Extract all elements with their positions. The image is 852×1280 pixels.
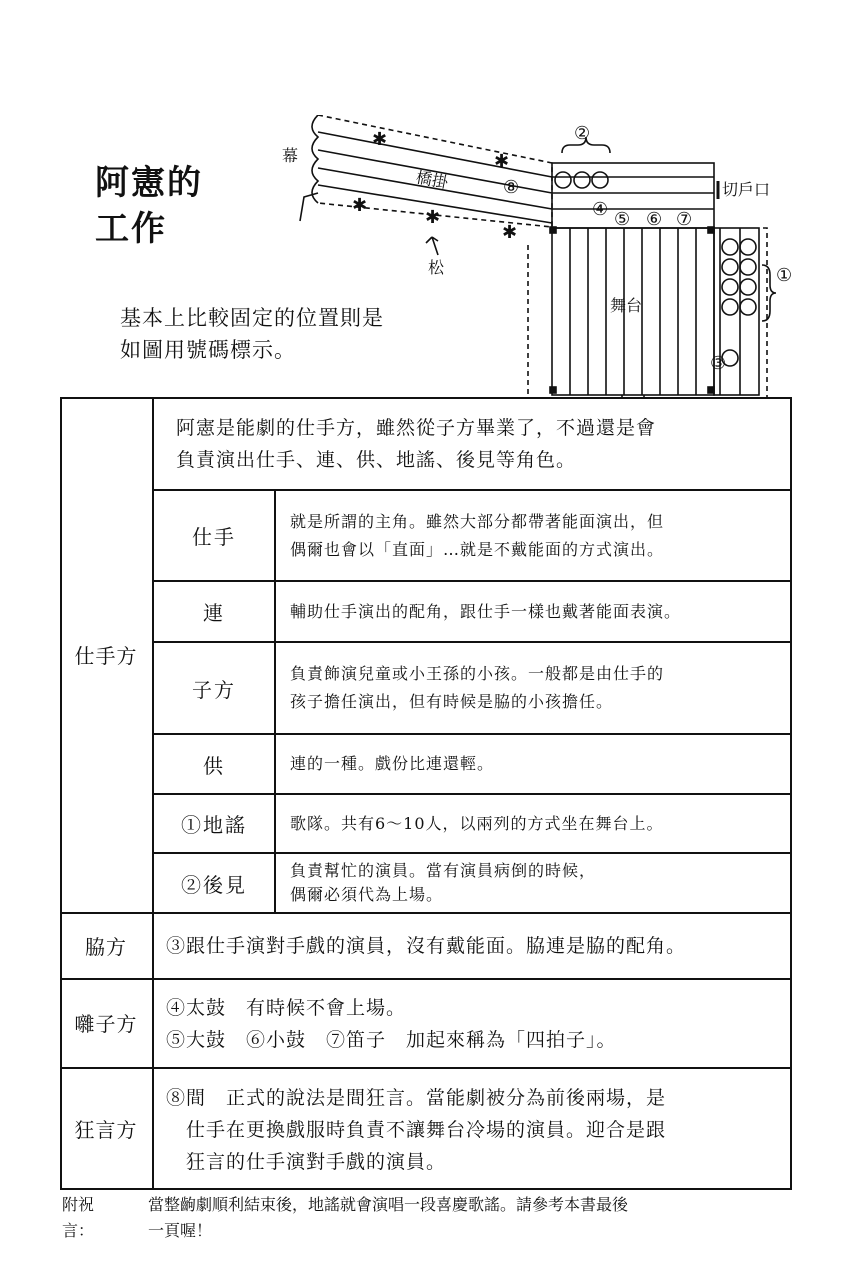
svg-text:✱: ✱ — [352, 195, 368, 216]
desc-line: 狂言的仕手演對手戲的演員。 — [166, 1150, 447, 1173]
title-line-2: 工作 — [95, 209, 167, 249]
footnote-line-2: 一頁喔！ — [148, 1221, 213, 1240]
marker-4: ④ — [592, 199, 609, 220]
intro-line-2: 如圖用號碼標示。 — [120, 338, 296, 362]
role-desc — [276, 582, 790, 641]
desc-line: 輔助仕手演出的配角，跟仕手一樣也戴著能面表演。 — [290, 601, 682, 621]
role-desc — [276, 854, 790, 912]
category-hayashi-kata: 囃子方 — [74, 1012, 138, 1036]
marker-1: ① — [776, 265, 793, 286]
role-desc — [276, 735, 790, 793]
intro-line-1: 基本上比較固定的位置則是 — [120, 306, 384, 330]
marker-2: ② — [574, 123, 591, 144]
curtain — [312, 115, 318, 203]
desc-line: ⑧間 正式的說法是間狂言。當能劇被分為前後兩場，是 — [166, 1086, 667, 1109]
desc-line: 孩子擔任演出，但有時候是脇的小孩擔任。 — [290, 692, 614, 711]
waki-kata-desc: ③跟仕手演對手戲的演員，沒有戴能面。脇連是脇的配角。 — [166, 935, 687, 957]
desc-line: 歌隊。共有6～10人，以兩列的方式坐在舞台上。 — [290, 813, 664, 833]
role-desc — [276, 643, 790, 733]
desc-line: 仕手在更換戲服時負責不讓舞台冷場的演員。迎合是跟 — [166, 1118, 667, 1141]
title-line-1: 阿憲的 — [95, 163, 203, 203]
desc-line: 偶爾也會以「直面」…就是不戴能面的方式演出。 — [290, 539, 665, 559]
label-hashigakari: 橋掛 — [414, 167, 450, 193]
role-name: ②後見 — [181, 872, 247, 897]
marker-3: ③ — [710, 353, 727, 374]
desc-line: 負責飾演兒童或小王孫的小孩。一般都是由仕手的 — [290, 664, 665, 683]
marker-8: ⑧ — [503, 177, 520, 198]
svg-text:✱: ✱ — [502, 222, 518, 243]
shite-kata-intro — [154, 399, 790, 489]
desc-line: 偶爾必須代為上場。 — [290, 885, 444, 904]
category-shite-kata: 仕手方 — [74, 644, 138, 668]
role-name: 供 — [203, 753, 225, 778]
desc-line: 就是所謂的主角。雖然大部分都帶著能面演出，但 — [290, 511, 665, 531]
label-maku: 幕 — [282, 146, 299, 165]
label-matsu: 松 — [428, 258, 445, 277]
marker-5: ⑤ — [614, 209, 631, 230]
desc-line: ⑤大鼓 ⑥小鼓 ⑦笛子 加起來稱為「四拍子」。 — [166, 1028, 617, 1051]
curtain-edge — [300, 193, 318, 221]
role-desc — [276, 795, 790, 852]
svg-text:✱: ✱ — [494, 151, 510, 172]
role-name: 子方 — [192, 677, 236, 702]
role-name: ①地謠 — [181, 813, 247, 837]
svg-text:✱: ✱ — [372, 129, 388, 150]
role-name: 仕手 — [192, 525, 236, 549]
category-waki-kata: 脇方 — [85, 934, 127, 959]
shite-intro-line-2: 負責演出仕手、連、供、地謠、後見等角色。 — [176, 449, 577, 471]
footnote-line-1: 當整齣劇順利結束後，地謠就會演唱一段喜慶歌謠。請參考本書最後 — [148, 1195, 629, 1214]
hayashi-kata-desc — [160, 980, 790, 1067]
desc-line: 負責幫忙的演員。當有演員病倒的時候， — [290, 861, 597, 880]
noh-stage-diagram — [270, 115, 800, 415]
role-desc — [276, 491, 790, 580]
desc-line: 連的一種。戲份比連還輕。 — [290, 754, 495, 773]
page-title — [95, 160, 203, 252]
svg-text:✱: ✱ — [425, 207, 441, 228]
label-butai: 舞台 — [610, 296, 643, 315]
role-name: 連 — [203, 601, 225, 625]
desc-line: ④太鼓 有時候不會上場。 — [166, 996, 407, 1019]
marker-6: ⑥ — [646, 209, 663, 230]
marker-7: ⑦ — [676, 209, 693, 230]
category-kyogen-kata: 狂言方 — [74, 1118, 138, 1142]
footnote-label: 附祝言： — [62, 1195, 95, 1240]
label-kirido: 切戶口 — [722, 180, 771, 199]
shite-intro-line-1: 阿憲是能劇的仕手方，雖然從子方畢業了，不過還是會 — [176, 417, 657, 439]
kyogen-kata-desc — [160, 1069, 790, 1190]
